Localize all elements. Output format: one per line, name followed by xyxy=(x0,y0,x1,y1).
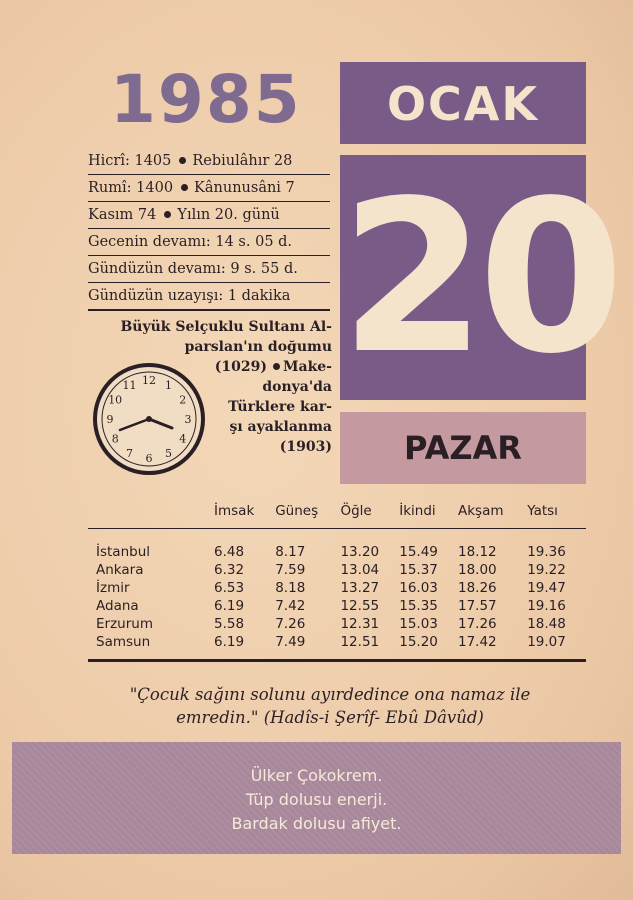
weekday: PAZAR xyxy=(340,412,586,484)
clock-numeral: 4 xyxy=(179,432,187,446)
divider xyxy=(88,659,586,662)
info-row-day: Gündüzün devamı: 9 s. 55 d. xyxy=(88,256,330,283)
info-row-rumi: Rumî: 1400 Kânunusâni 7 xyxy=(88,175,330,202)
clock-numeral: 2 xyxy=(179,393,187,407)
bullet-icon xyxy=(164,211,171,218)
clock-numeral: 8 xyxy=(111,432,119,446)
table-row: Erzurum 5.58 7.26 12.31 15.03 17.26 18.48 xyxy=(96,616,566,632)
clock-numeral: 9 xyxy=(106,413,114,426)
clock-icon xyxy=(92,362,206,476)
table-row: İstanbul 6.48 8.17 13.20 15.49 18.12 19.36 xyxy=(96,544,566,560)
clock-numeral: 6 xyxy=(145,452,153,465)
bullet-icon xyxy=(273,363,280,370)
info-row-night: Gecenin devamı: 14 s. 05 d. xyxy=(88,229,330,256)
historical-event: Büyük Selçuklu Sultanı Al- parslan'ın doğumu (1029) Make- donya'da Türklere kar- şı ayaklanma (1903) xyxy=(120,319,332,455)
table-row: Ankara 6.32 7.59 13.04 15.37 18.00 19.22 xyxy=(96,562,566,578)
day-number: 20 xyxy=(340,155,617,400)
table-row: Samsun 6.19 7.49 12.51 15.20 17.42 19.07 xyxy=(96,634,566,650)
clock-numeral: 5 xyxy=(165,446,172,460)
clock-numeral: 12 xyxy=(142,374,156,387)
clock-numeral: 11 xyxy=(122,379,137,393)
calendar-info xyxy=(88,148,330,311)
year: 1985 xyxy=(110,61,302,138)
hadith-quote: "Çocuk sağını solunu ayırdedince ona namaz ile emredin." (Hadîs-i Şerîf- Ebû Dâvûd) xyxy=(129,685,531,727)
advertisement-banner: Ülker Çokokrem. Tüp dolusu enerji. Bardak dolusu afiyet. xyxy=(12,742,621,854)
clock-numeral: 3 xyxy=(184,413,192,426)
prayer-times-table xyxy=(88,500,586,651)
bullet-icon xyxy=(179,157,186,164)
clock-numeral: 10 xyxy=(108,393,123,407)
info-row-lengthening: Gündüzün uzayışı: 1 dakika xyxy=(88,283,330,311)
table-row: İzmir 6.53 8.18 13.27 16.03 18.26 19.47 xyxy=(96,580,566,596)
clock-numeral: 7 xyxy=(126,446,133,460)
bullet-icon xyxy=(181,184,188,191)
month: OCAK xyxy=(340,62,586,144)
times-header: İmsak Güneş Öğle İkindi Akşam Yatsı xyxy=(88,500,586,529)
info-row-kasim: Kasım 74 Yılın 20. günü xyxy=(88,202,330,229)
info-row-hicri: Hicrî: 1405 Rebiulâhır 28 xyxy=(88,148,330,175)
table-row: Adana 6.19 7.42 12.55 15.35 17.57 19.16 xyxy=(96,598,566,614)
clock-numeral: 1 xyxy=(165,379,172,393)
